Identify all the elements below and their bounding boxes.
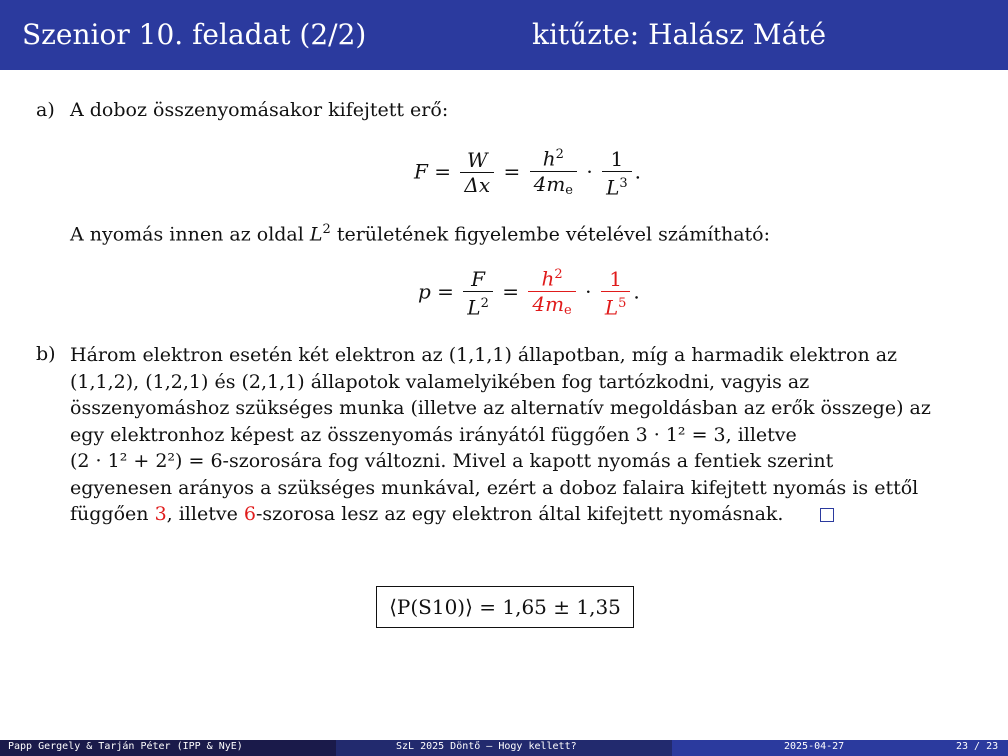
force-equation: F = $\frac{W}{\Delta x}$ = $\frac{h^2}{4m_e}$ · $\frac{1}{L^3}$ .: [414, 143, 641, 203]
footer-page: 23 / 23: [956, 741, 999, 752]
factor-3: 3: [154, 503, 167, 525]
footer-date: 2025-04-27: [784, 741, 845, 752]
qed-square-icon: [820, 508, 834, 522]
slide-header: [0, 0, 1008, 70]
part-b-label: b): [36, 343, 56, 365]
part-a-intro: A doboz összenyomásakor kifejtett erő:: [70, 99, 449, 121]
factor-6: 6: [243, 503, 256, 525]
pressure-equation: p = $\frac{F}{L^2}$ = $\frac{h^2}{4m_e}$ · $\frac{1}{L^5}$ .: [418, 263, 640, 323]
footer-authors: Papp Gergely & Tarján Péter (IPP & NyE): [8, 741, 243, 752]
part-a-middle-text: A nyomás innen az oldal $L^2$ területének figyelembe vételével számítható:: [70, 222, 771, 246]
result-box: ⟨P(S10)⟩ = 1,65 ± 1,35: [376, 586, 634, 628]
slide-footer: [0, 740, 1008, 756]
slide-title: Szenior 10. feladat (2/2): [22, 18, 367, 51]
footer-event: SzL 2025 Döntő – Hogy kellett?: [396, 741, 577, 752]
part-a-label: a): [36, 99, 55, 121]
part-b-paragraph: Három elektron esetén két elektron az (1,1,1) állapotban, míg a harmadik elektron az (1,1,2), (1,2,1) és (2,1,1) állapotok valamelyikében fog tartózkodni, vagyis az összenyomáshoz szükséges munka (illetve az alternatív megoldásban az erők összege) az egy elektronhoz képest az összenyomás irányától függően 3 · 1² = 3, illetve (2 · 1² + 2²) = 6-szorosára fog változni. Mivel a kapott nyomás a fentiek szerint egyenesen arányos a szükséges munkával, ezért a doboz falaira kifejtett nyomás is ettől függően 3, illetve 6-szorosa lesz az egy elektron által kifejtett nyomásnak.: [70, 344, 931, 525]
slide-author: kitűzte: Halász Máté: [532, 18, 827, 51]
